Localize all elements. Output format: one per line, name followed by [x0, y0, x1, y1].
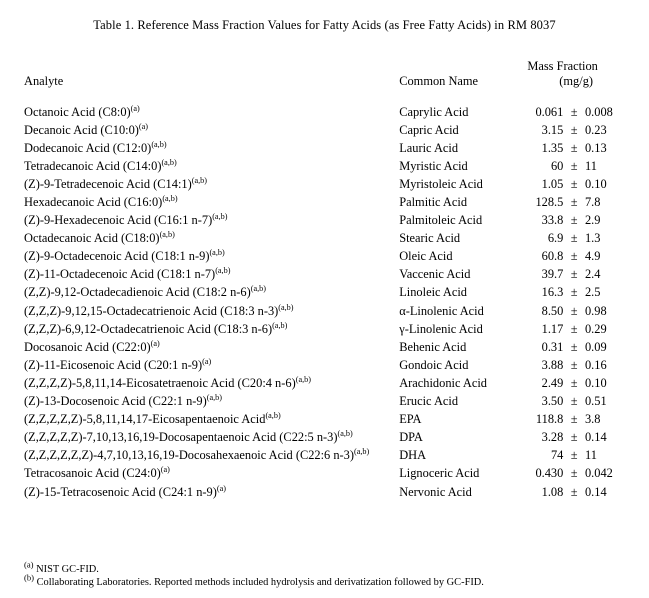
cell-plus-minus: ± [570, 484, 578, 499]
cell-analyte [24, 411, 399, 429]
cell-uncertainty: 3.8 [584, 412, 601, 427]
footnote-b [24, 572, 484, 590]
cell-plus-minus: ± [570, 104, 578, 119]
cell-mass-fraction-value: 3.88 [541, 357, 564, 372]
cell-common-name: Arachidonic Acid [399, 375, 487, 390]
table-body [24, 103, 625, 501]
cell-analyte [24, 248, 399, 266]
cell-plus-minus: ± [570, 249, 578, 264]
cell-plus-minus: ± [570, 213, 578, 228]
analyte-name: Octadecanoic Acid (C18:0) [24, 231, 160, 246]
footnote-a [24, 559, 484, 577]
analyte-name: Tetradecanoic Acid (C14:0) [24, 158, 162, 173]
cell-mass-fraction-value: 128.5 [535, 195, 564, 210]
analyte-name: (Z)-9-Tetradecenoic Acid (C14:1) [24, 176, 192, 191]
table-row [24, 157, 625, 175]
cell-plus-minus: ± [570, 176, 578, 191]
analyte-name: (Z)-9-Hexadecenoic Acid (C16:1 n-7) [24, 213, 213, 228]
cell-mass-fraction-value: 118.8 [535, 412, 564, 427]
cell-mass-fraction-value: 8.50 [541, 303, 564, 318]
analyte-footnote-mark: (a,b) [250, 284, 266, 294]
footnote-a-text: NIST GC-FID. [33, 563, 99, 575]
cell-plus-minus: ± [570, 285, 578, 300]
cell-uncertainty: 1.3 [584, 231, 601, 246]
cell-uncertainty: 0.23 [584, 122, 607, 137]
table-row [24, 193, 625, 211]
analyte-footnote-mark: (a,b) [159, 230, 175, 240]
table-row [24, 139, 625, 157]
cell-uncertainty: 0.10 [584, 375, 607, 390]
cell-common-name: Capric Acid [399, 122, 459, 137]
cell-mass-fraction-value: 1.17 [541, 321, 564, 336]
table-row [24, 230, 625, 248]
cell-mass-fraction-value: 1.05 [541, 176, 564, 191]
table-row [24, 320, 625, 338]
cell-mass-fraction-value: 39.7 [541, 267, 564, 282]
analyte-name: (Z)-11-Octadecenoic Acid (C18:1 n-7) [24, 267, 216, 282]
table-row [24, 356, 625, 374]
analyte-footnote-mark: (a,b) [337, 429, 353, 439]
footnote-a-mark: (a) [24, 559, 34, 570]
table-row [24, 175, 625, 193]
cell-common-name: DHA [399, 448, 427, 463]
cell-plus-minus: ± [570, 303, 578, 318]
cell-analyte [24, 212, 399, 230]
cell-common-name: Vaccenic Acid [399, 267, 471, 282]
table-row [24, 284, 625, 302]
cell-common-name: Lauric Acid [399, 140, 459, 155]
cell-uncertainty: 0.51 [584, 394, 607, 409]
analyte-name: (Z,Z,Z,Z)-5,8,11,14-Eicosatetraenoic Acid (C20:4 n-6) [24, 375, 296, 390]
cell-uncertainty: 4.9 [584, 249, 601, 264]
cell-plus-minus: ± [570, 267, 578, 282]
cell-plus-minus: ± [570, 195, 578, 210]
cell-plus-minus: ± [570, 466, 578, 481]
cell-common-name: Nervonic Acid [399, 484, 472, 499]
table-row [24, 447, 625, 465]
cell-uncertainty: 7.8 [584, 195, 601, 210]
analyte-footnote-mark: (a,b) [295, 374, 311, 384]
column-header-analyte: Analyte [24, 74, 64, 88]
mass-fraction-units: (mg/g) [559, 74, 594, 88]
analyte-footnote-mark: (a,b) [191, 175, 207, 185]
column-header-common-name: Common Name [399, 74, 479, 88]
cell-common-name: Myristic Acid [399, 158, 468, 173]
cell-mass-fraction-value: 1.35 [541, 140, 564, 155]
cell-common-name: Myristoleic Acid [399, 176, 483, 191]
footnote-b-mark: (b) [24, 572, 35, 583]
analyte-footnote-mark: (a,b) [278, 302, 294, 312]
cell-plus-minus: ± [570, 357, 578, 372]
analyte-footnote-mark: (a) [160, 465, 170, 475]
cell-plus-minus: ± [570, 231, 578, 246]
cell-common-name: DPA [399, 430, 423, 445]
cell-analyte [24, 157, 399, 175]
cell-analyte [24, 175, 399, 193]
analyte-footnote-mark: (a,b) [354, 447, 370, 457]
cell-common-name: Palmitoleic Acid [399, 213, 483, 228]
cell-analyte [24, 374, 399, 392]
cell-common-name: EPA [399, 412, 422, 427]
analyte-footnote-mark: (a) [150, 338, 160, 348]
cell-analyte [24, 284, 399, 302]
cell-common-name: Linoleic Acid [399, 285, 468, 300]
cell-mass-fraction-value: 60 [550, 158, 564, 173]
cell-uncertainty: 2.5 [584, 285, 601, 300]
analyte-footnote-mark: (a) [202, 356, 212, 366]
analyte-footnote-mark: (a) [216, 483, 226, 493]
analyte-name: (Z)-13-Docosenoic Acid (C22:1 n-9) [24, 394, 207, 409]
cell-common-name: Lignoceric Acid [399, 466, 480, 481]
table-row [24, 103, 625, 121]
table-row [24, 411, 625, 429]
cell-common-name: Oleic Acid [399, 249, 453, 264]
analyte-name: (Z,Z,Z,Z,Z)-5,8,11,14,17-Eicosapentaenoic Acid [24, 412, 266, 427]
cell-common-name: Caprylic Acid [399, 104, 469, 119]
analyte-footnote-mark: (a) [138, 121, 149, 131]
cell-common-name: Palmitic Acid [399, 195, 468, 210]
table-row [24, 483, 625, 501]
cell-common-name: Gondoic Acid [399, 357, 469, 372]
cell-uncertainty: 0.042 [584, 466, 613, 481]
cell-plus-minus: ± [570, 430, 578, 445]
table-row [24, 302, 625, 320]
analyte-footnote-mark: (a,b) [151, 139, 167, 149]
cell-analyte [24, 230, 399, 248]
cell-uncertainty: 11 [584, 448, 597, 463]
analyte-name: (Z)-9-Octadecenoic Acid (C18:1 n-9) [24, 249, 210, 264]
page-title: Table 1. Reference Mass Fraction Values for Fatty Acids (as Free Fatty Acids) in RM 8037 [93, 18, 556, 32]
table-row [24, 121, 625, 139]
table-row [24, 429, 625, 447]
cell-common-name: Erucic Acid [399, 394, 459, 409]
cell-mass-fraction-value: 0.430 [535, 466, 564, 481]
cell-analyte [24, 356, 399, 374]
cell-common-name: α-Linolenic Acid [399, 303, 484, 318]
cell-analyte [24, 429, 399, 447]
analyte-footnote-mark: (a,b) [215, 266, 231, 276]
cell-mass-fraction-value: 3.50 [541, 394, 564, 409]
cell-plus-minus: ± [570, 122, 578, 137]
column-header-mass-fraction [527, 59, 625, 89]
analyte-name: Dodecanoic Acid (C12:0) [24, 140, 152, 155]
analyte-name: Hexadecanoic Acid (C16:0) [24, 195, 163, 210]
cell-uncertainty: 2.4 [584, 267, 601, 282]
analyte-name: (Z)-15-Tetracosenoic Acid (C24:1 n-9) [24, 484, 217, 499]
cell-analyte [24, 302, 399, 320]
cell-uncertainty: 0.14 [584, 484, 607, 499]
analyte-name: (Z,Z,Z,Z,Z,Z)-4,7,10,13,16,19-Docosahexaenoic Acid (C22:6 n-3) [24, 448, 354, 463]
analyte-name: Octanoic Acid (C8:0) [24, 104, 131, 119]
cell-uncertainty: 2.9 [584, 213, 601, 228]
cell-uncertainty: 0.008 [584, 104, 613, 119]
analyte-footnote-mark: (a,b) [272, 320, 288, 330]
header-spacer [24, 89, 625, 103]
cell-uncertainty: 0.09 [584, 339, 607, 354]
analyte-footnote-mark: (a,b) [209, 248, 225, 258]
cell-mass-fraction-value: 74 [550, 448, 564, 463]
cell-analyte [24, 193, 399, 211]
cell-mass-fraction-value: 2.49 [541, 375, 564, 390]
cell-uncertainty: 0.16 [584, 357, 607, 372]
footnote-b-text: Collaborating Laboratories. Reported methods included hydrolysis and derivatization followed by GC-FID. [34, 577, 484, 589]
cell-uncertainty: 0.13 [584, 140, 607, 155]
analyte-name: (Z)-11-Eicosenoic Acid (C20:1 n-9) [24, 357, 203, 372]
analyte-footnote-mark: (a,b) [162, 193, 178, 203]
cell-mass-fraction-value: 0.31 [541, 339, 564, 354]
cell-plus-minus: ± [570, 394, 578, 409]
table-row [24, 338, 625, 356]
table-header-row [24, 59, 625, 89]
cell-mass-fraction-value: 60.8 [541, 249, 564, 264]
analyte-footnote-mark: (a,b) [206, 392, 222, 402]
analyte-name: (Z,Z)-9,12-Octadecadienoic Acid (C18:2 n-6) [24, 285, 251, 300]
table-row [24, 212, 625, 230]
cell-mass-fraction-value: 6.9 [547, 231, 564, 246]
table-row [24, 393, 625, 411]
cell-plus-minus: ± [570, 375, 578, 390]
analyte-name: (Z,Z,Z)-9,12,15-Octadecatrienoic Acid (C18:3 n-3) [24, 303, 279, 318]
cell-mass-fraction-value: 1.08 [541, 484, 564, 499]
cell-plus-minus: ± [570, 448, 578, 463]
cell-common-name: Stearic Acid [399, 231, 461, 246]
analyte-name: Decanoic Acid (C10:0) [24, 122, 139, 137]
cell-mass-fraction-value: 3.28 [541, 430, 564, 445]
cell-plus-minus: ± [570, 339, 578, 354]
table-row [24, 374, 625, 392]
table-row [24, 465, 625, 483]
analyte-footnote-mark: (a,b) [161, 157, 177, 167]
cell-common-name: Behenic Acid [399, 339, 467, 354]
footnotes [24, 559, 484, 590]
cell-analyte [24, 320, 399, 338]
cell-analyte [24, 483, 399, 501]
cell-plus-minus: ± [570, 158, 578, 173]
cell-mass-fraction-value: 3.15 [541, 122, 564, 137]
analyte-name: Docosanoic Acid (C22:0) [24, 339, 151, 354]
cell-uncertainty: 0.98 [584, 303, 607, 318]
cell-plus-minus: ± [570, 321, 578, 336]
cell-uncertainty: 0.29 [584, 321, 607, 336]
cell-mass-fraction-value: 16.3 [541, 285, 564, 300]
cell-analyte [24, 139, 399, 157]
analyte-name: Tetracosanoic Acid (C24:0) [24, 466, 161, 481]
cell-plus-minus: ± [570, 140, 578, 155]
cell-analyte [24, 266, 399, 284]
cell-mass-fraction-value: 0.061 [535, 104, 564, 119]
cell-analyte [24, 338, 399, 356]
cell-analyte [24, 447, 399, 465]
cell-uncertainty: 0.14 [584, 430, 607, 445]
cell-plus-minus: ± [570, 412, 578, 427]
mass-fraction-label: Mass Fraction [527, 59, 598, 73]
analyte-footnote-mark: (a,b) [212, 211, 228, 221]
cell-uncertainty: 0.10 [584, 176, 607, 191]
analyte-name: (Z,Z,Z)-6,9,12-Octadecatrienoic Acid (C18:3 n-6) [24, 321, 273, 336]
table-row [24, 266, 625, 284]
reference-values-table [24, 59, 625, 501]
analyte-footnote-mark: (a,b) [265, 411, 281, 421]
cell-analyte [24, 103, 399, 121]
cell-analyte [24, 465, 399, 483]
analyte-footnote-mark: (a) [130, 103, 140, 113]
cell-uncertainty: 11 [584, 158, 597, 173]
cell-analyte [24, 121, 399, 139]
cell-mass-fraction-value: 33.8 [541, 213, 564, 228]
analyte-name: (Z,Z,Z,Z,Z)-7,10,13,16,19-Docosapentaenoic Acid (C22:5 n-3) [24, 430, 338, 445]
table-row [24, 248, 625, 266]
cell-common-name: γ-Linolenic Acid [399, 321, 483, 336]
cell-analyte [24, 393, 399, 411]
